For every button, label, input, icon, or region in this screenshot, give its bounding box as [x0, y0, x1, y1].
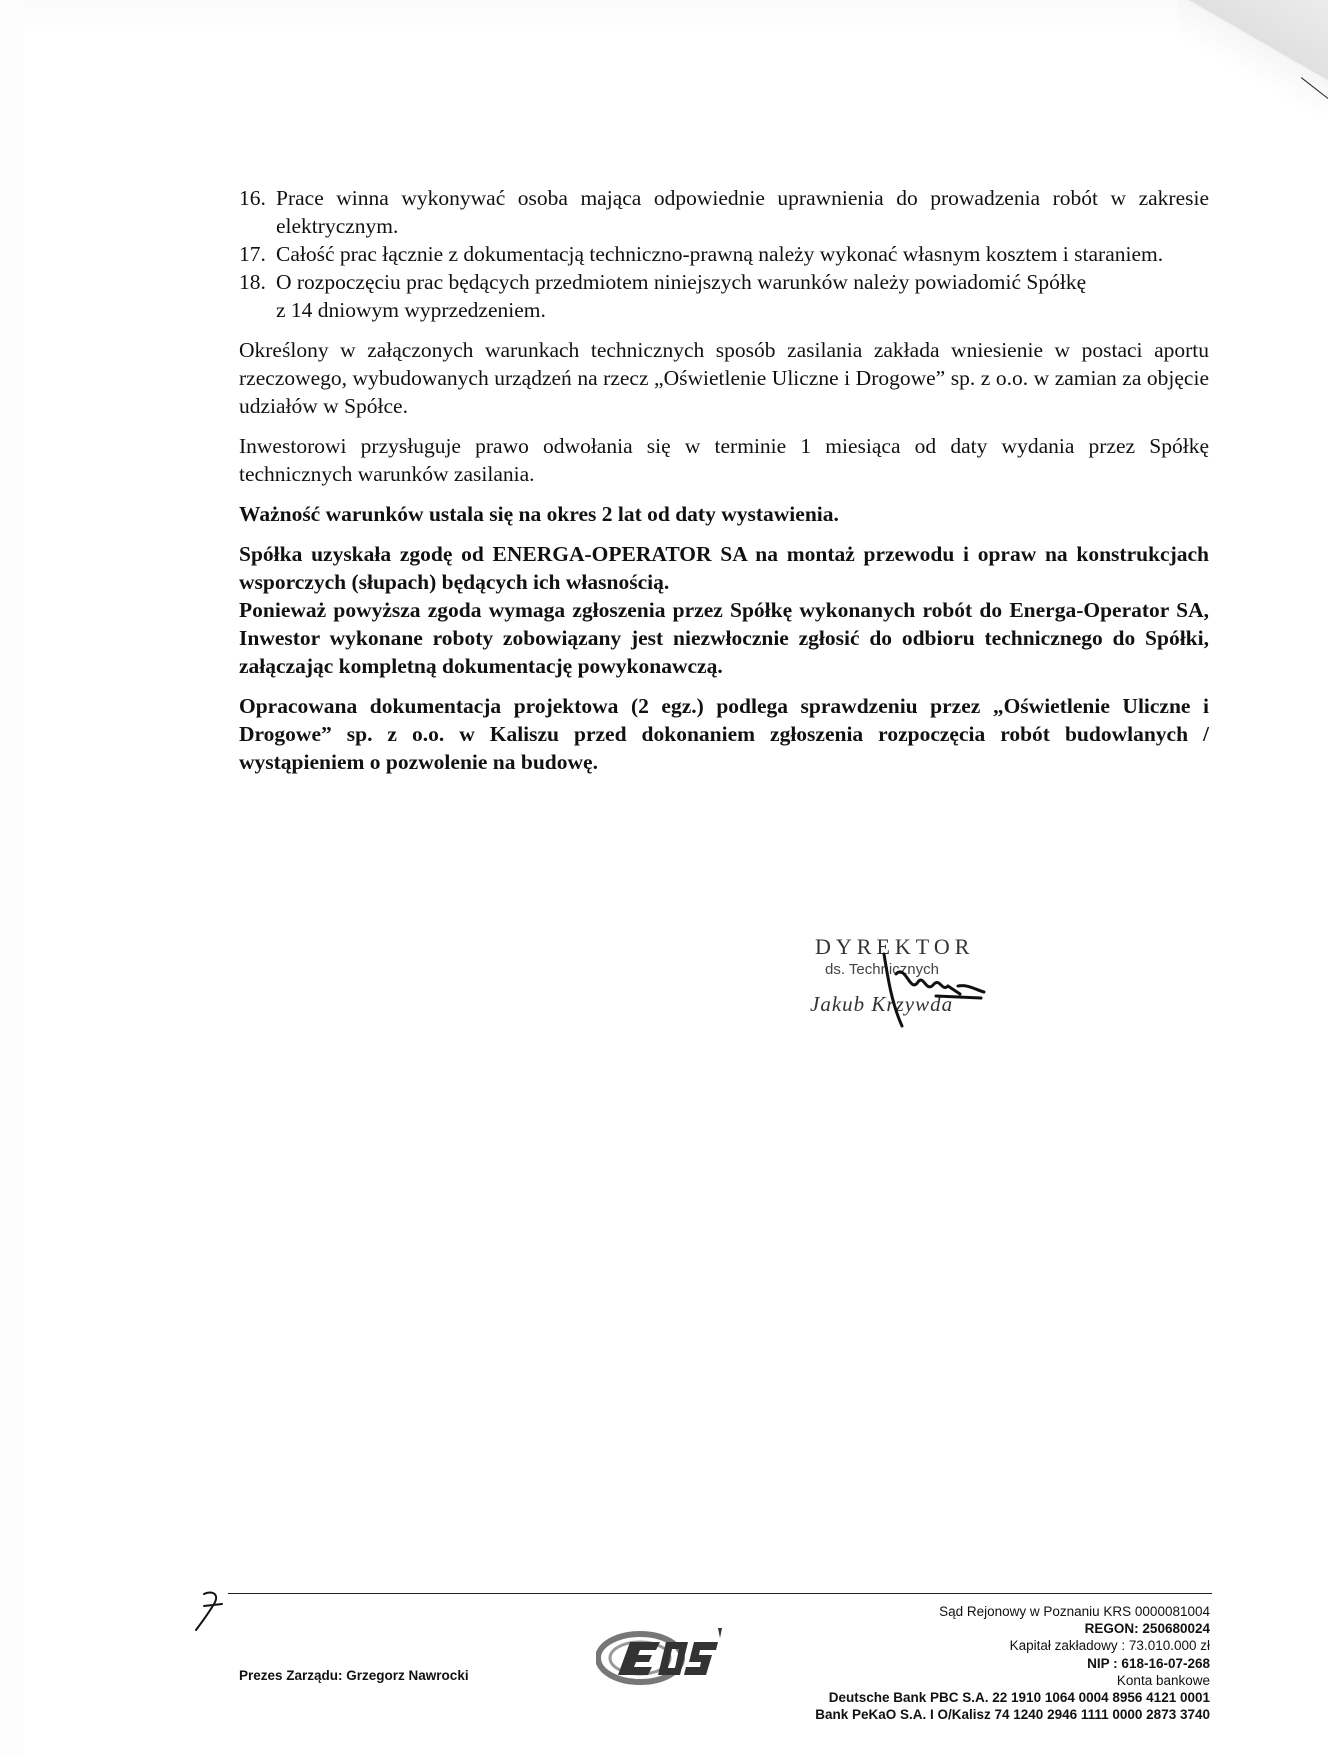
oud-logo — [596, 1622, 730, 1688]
appeal-paragraph: Inwestorowi przysługuje prawo odwołania się w terminie 1 miesiąca od daty wydania przez Spółkę technicznych warunków zasilania. — [239, 434, 1209, 486]
document-body — [239, 184, 1209, 776]
regon-number: REGON: 250680024 — [1084, 1621, 1210, 1637]
bank-account-2: Bank PeKaO S.A. I O/Kalisz 74 1240 2946 1111 0000 2873 3740 — [815, 1707, 1210, 1723]
nip-number: NIP : 618-16-07-268 — [1087, 1655, 1210, 1671]
list-item-18 — [239, 268, 1209, 324]
court-registration: Sąd Rejonowy w Poznaniu KRS 0000081004 — [939, 1604, 1210, 1619]
folded-corner — [1178, 0, 1328, 140]
list-item-16 — [239, 184, 1209, 240]
validity-paragraph: Ważność warunków ustala się na okres 2 lat od daty wystawienia. — [239, 502, 839, 526]
item-text-continued: z 14 dniowym wyprzedzeniem. — [276, 298, 546, 322]
stamp-title: DYREKTOR — [815, 934, 975, 959]
list-item-17 — [239, 240, 1209, 268]
share-capital: Kapitał zakładowy : 73.010.000 zł — [1009, 1638, 1210, 1654]
stamp-subtitle: ds. Technicznych — [825, 961, 939, 978]
item-text: Prace winna wykonywać osoba mająca odpowiednie uprawnienia do prowadzenia robót w zakresie elektrycznym. — [276, 186, 1209, 238]
stamp-name: Jakub Krzywda — [810, 992, 954, 1016]
item-number: 17. — [239, 242, 266, 266]
scan-edge — [0, 0, 1328, 34]
scan-edge-left — [0, 0, 24, 1755]
bank-account-1: Deutsche Bank PBC S.A. 22 1910 1064 0004 8956 4121 0001 — [828, 1690, 1210, 1706]
handwritten-signature — [806, 934, 996, 1034]
company-registration-info — [760, 1603, 1210, 1723]
supply-paragraph: Określony w załączonych warunkach technicznych sposób zasilania zakłada wniesienie w postaci aportu rzeczowego, wybudowanych urządzeń na rzecz „Oświetlenie Uliczne i Drogowe” sp. z o.o. w zamian za objęcie udziałów w Spółce. — [239, 338, 1209, 418]
handwritten-initial — [190, 1584, 230, 1634]
footer-divider — [228, 1593, 1212, 1594]
documentation-paragraph: Opracowana dokumentacja projektowa (2 egz.) podlega sprawdzeniu przez „Oświetlenie Uliczne i Drogowe” sp. z o.o. w Kaliszu przed dokonaniem zgłoszenia rozpoczęcia robót budowlanych / wystąpieniem o pozwolenie na budowę. — [239, 694, 1209, 774]
notification-paragraph: Ponieważ powyższa zgoda wymaga zgłoszenia przez Spółkę wykonanych robót do Energa-Operator SA, Inwestor wykonane roboty zobowiązany jest niezwłocznie zgłosić do odbioru technicznego do Spółki, załączając kompletną dokumentację powykonawczą. — [239, 598, 1209, 678]
item-text: Całość prac łącznie z dokumentacją techniczno-prawną należy wykonać własnym kosztem i staraniem. — [276, 242, 1164, 266]
board-president: Prezes Zarządu: Grzegorz Nawrocki — [239, 1668, 469, 1683]
director-stamp — [806, 934, 996, 1034]
bank-accounts-label: Konta bankowe — [1116, 1672, 1210, 1688]
item-number: 18. — [239, 270, 266, 294]
item-number: 16. — [239, 186, 266, 210]
item-text: O rozpoczęciu prac będących przedmiotem niniejszych warunków należy powiadomić Spółkę — [276, 270, 1087, 294]
consent-paragraph: Spółka uzyskała zgodę od ENERGA-OPERATOR SA na montaż przewodu i opraw na konstrukcjach wsporczych (słupach) będących ich własnością. — [239, 542, 1209, 594]
